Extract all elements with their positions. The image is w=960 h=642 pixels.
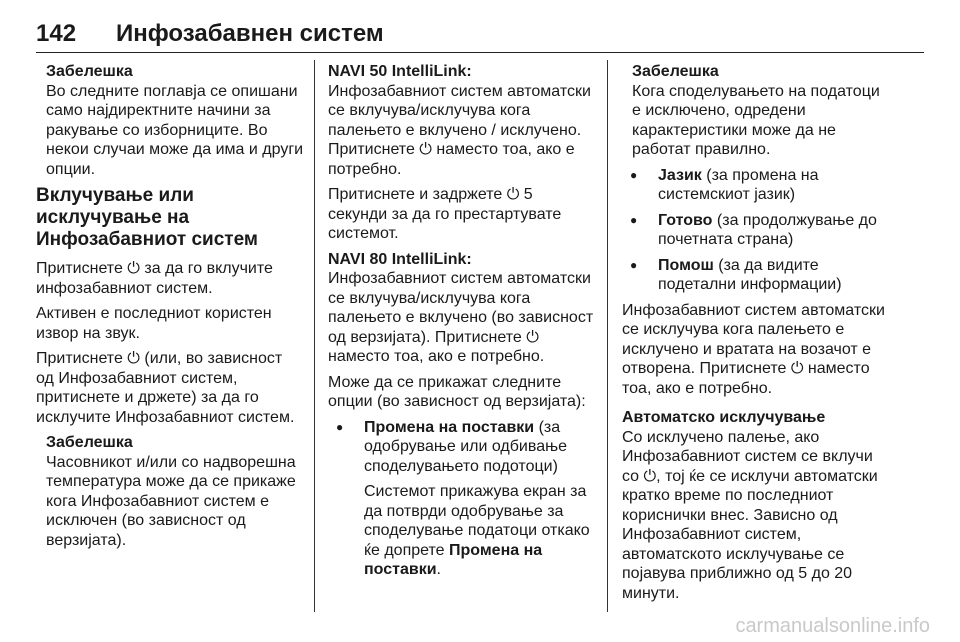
paragraph: Може да се прикажат следните опции (во зависност од верзијата): bbox=[328, 373, 586, 410]
paragraph: Инфозабавниот систем автоматски се вклучува/исклучува кога палењето е вклучено / исклучено. Притиснете ⏻ наместо тоа, ако е потребно. bbox=[328, 82, 591, 178]
paragraph: Со исклучено палење, ако Инфозабавниот систем се вклучи со ⏻, тој ќе се исклучи автоматски кратко време по последниот кориснички внес. Зависно од Инфозабавниот систем, автоматското исклучување се појавува приближно од 5 до 20 минути. bbox=[622, 428, 878, 602]
note-text: Часовникот и/или со надворешна температура може да се прикаже кога Инфозабавниот систем е исключен (во зависност од верзијата). bbox=[46, 453, 296, 549]
page-number: 142 bbox=[36, 20, 77, 47]
option-detail: Системот прикажува екран за да потврди одобрување за споделување податоци откако ќе допрете Промена на поставки. bbox=[364, 483, 590, 578]
paragraph: Инфозабавниот систем автоматски се вклучува/исклучува кога палењето е вклучено (во зависност од верзијата). Притиснете ⏻ наместо тоа, ако е потребно. bbox=[328, 270, 594, 365]
watermark: carmanualsonline.info bbox=[735, 615, 930, 637]
note-block-1 bbox=[36, 62, 304, 179]
subheading-navi50: NAVI 50 IntelliLink: bbox=[328, 63, 472, 80]
note-text: Кога споделувањето на податоци е исключено, одредени карактеристики може да не работат правилно. bbox=[632, 82, 880, 158]
paragraph: Притиснете и задржете ⏻ 5 секунди за да го престартувате системот. bbox=[328, 186, 562, 242]
note-text: Во следните поглавја се опишани само најдиректните начини за ракување со изборниците. Во некои случаи може да има и други опции. bbox=[46, 82, 304, 178]
note-block-2 bbox=[36, 433, 304, 550]
note-block-3 bbox=[622, 62, 890, 160]
column-3 bbox=[622, 62, 890, 609]
note-title: Забелешка bbox=[46, 434, 133, 451]
page-title: Инфозабавнен систем bbox=[116, 20, 384, 47]
subheading-navi80: NAVI 80 IntelliLink: bbox=[328, 250, 472, 268]
option-label: Промена на поставки bbox=[364, 418, 535, 436]
section-heading: Вклучување или исклучување на Инфозабавниот систем bbox=[36, 185, 258, 250]
paragraph: Притиснете ⏻ (или, во зависност од Инфозабавниот систем, притиснете и држете) за да го исклучите Инфозабавниот систем. bbox=[36, 350, 295, 426]
options-list bbox=[328, 418, 596, 580]
subheading-auto-off: Автоматско исклучување bbox=[622, 409, 826, 426]
column-divider-2 bbox=[607, 60, 608, 612]
column-2 bbox=[328, 62, 596, 586]
column-divider-1 bbox=[314, 60, 315, 612]
column-1 bbox=[36, 62, 304, 556]
options-list bbox=[622, 166, 890, 295]
note-title: Забелешка bbox=[46, 63, 133, 80]
list-item bbox=[328, 418, 596, 580]
paragraph: Активен е последниот користен извор на звук. bbox=[36, 305, 272, 342]
note-title: Забелешка bbox=[632, 63, 719, 80]
paragraph: Инфозабавниот систем автоматски се исклучува кога палењето е исклучено и вратата на возачот е отворена. Притиснете ⏻ наместо тоа, ако е потребно. bbox=[622, 301, 885, 397]
paragraph: Притиснете ⏻ за да го вклучите инфозабавниот систем. bbox=[36, 260, 273, 297]
list-item: ● Готово (за продолжување до почетната страна) bbox=[622, 211, 890, 250]
list-item: ● Помош (за да видите подетални информации) bbox=[622, 256, 890, 295]
list-item: ● Јазик (за промена на системскиот јазик) bbox=[622, 166, 890, 205]
page-header bbox=[36, 18, 924, 53]
option-description: (за одобрување или одбивање споделувањето подотоци) bbox=[364, 418, 567, 475]
